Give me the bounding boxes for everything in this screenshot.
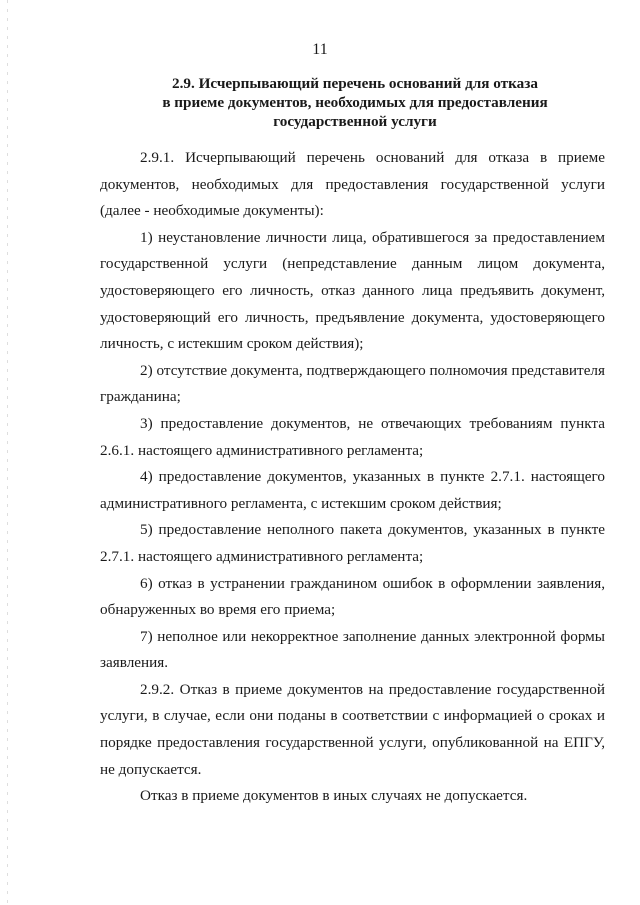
scan-edge-line bbox=[7, 0, 8, 905]
heading-line-3: государственной услуги bbox=[273, 113, 437, 130]
list-item-7: 7) неполное или некорректное заполнение данных электронной формы заявления. bbox=[100, 627, 605, 672]
heading-line-1: 2.9. Исчерпывающий перечень оснований для отказа bbox=[172, 75, 538, 92]
section-body bbox=[100, 145, 605, 810]
list-item-5: 5) предоставление неполного пакета документов, указанных в пункте 2.7.1. настоящего административного регламента; bbox=[100, 521, 605, 565]
list-item-3: 3) предоставление документов, не отвечающих требованиям пункта 2.6.1. настоящего административного регламента; bbox=[100, 414, 605, 459]
paragraph-2-9-1: 2.9.1. Исчерпывающий перечень оснований для отказа в приеме документов, необходимых для предоставления государственной услуги (далее - необходимые документы): bbox=[100, 149, 605, 220]
list-item-2: 2) отсутствие документа, подтверждающего полномочия представителя гражданина; bbox=[100, 361, 605, 406]
section-heading bbox=[100, 74, 610, 131]
heading-line-2: в приеме документов, необходимых для предоставления bbox=[162, 94, 548, 111]
list-item-4: 4) предоставление документов, указанных в пункте 2.7.1. настоящего административного регламента, с истекшим сроком действия; bbox=[100, 468, 605, 512]
list-item-6: 6) отказ в устранении гражданином ошибок в оформлении заявления, обнаруженных во время его приема; bbox=[100, 574, 605, 619]
list-item-1: 1) неустановление личности лица, обратившегося за предоставлением государственной услуги (непредставление данным лицом документа, удостоверяющего его личность, отказ данного лица предъявить документ, удостоверяющий его личность, предъявление документа, удостоверяющего личность, с истекшим сроком действия); bbox=[100, 228, 605, 353]
page-number: 11 bbox=[312, 41, 328, 58]
paragraph-2-9-2: 2.9.2. Отказ в приеме документов на предоставление государственной услуги, в случае, если они поданы в соответствии с информацией о сроках и порядке предоставления государственной услуги, опубликованной на ЕПГУ, не допускается. bbox=[100, 680, 605, 778]
paragraph-closing: Отказ в приеме документов в иных случаях не допускается. bbox=[140, 787, 528, 805]
